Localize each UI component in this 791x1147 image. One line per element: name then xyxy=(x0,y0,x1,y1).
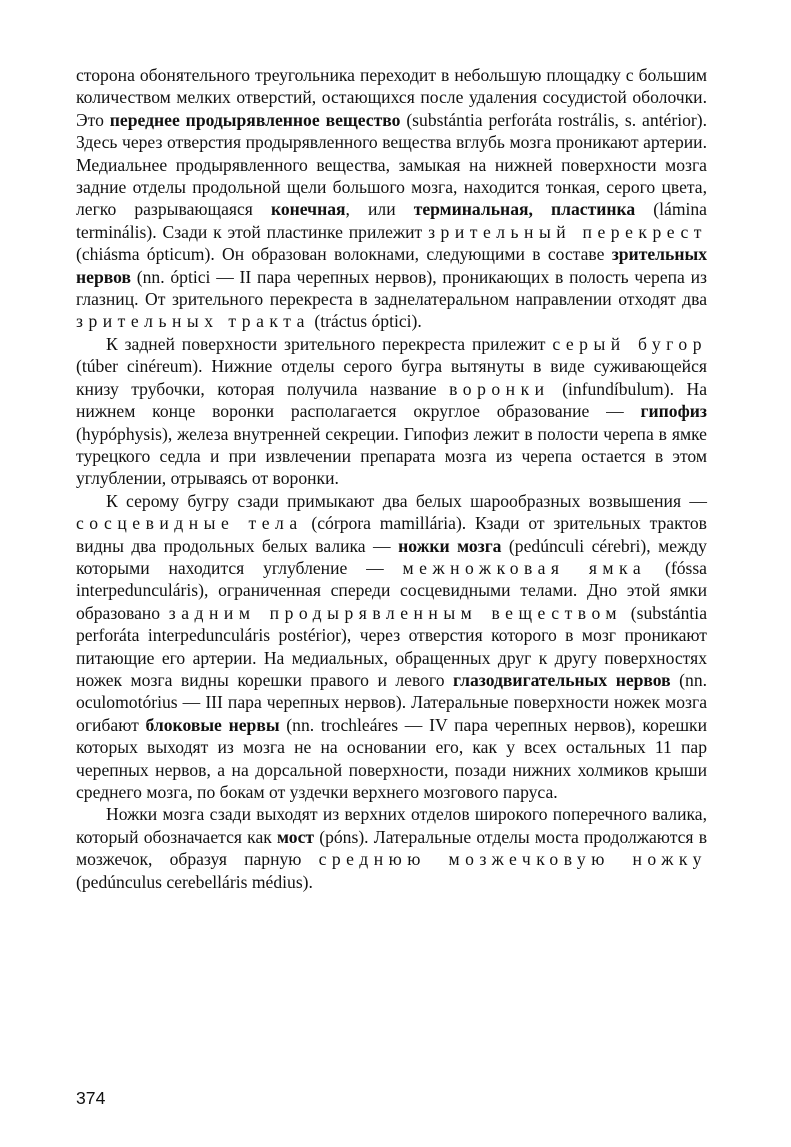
paragraph-4 xyxy=(76,803,707,893)
text-run: (nn. trochleáres — IV пара черепных нервов), корешки которых выходят из мозга не на основании его, как у всех остальных 11 пар черепных нервов, а на дорсальной поверхности, позади нижних холмиков крыши среднего мозга, по бокам от уздечки верхнего мозгового паруса. xyxy=(76,714,707,802)
text-run: Ножки мозга сзади выходят из верхних отделов широкого поперечного валика, который обозначается как xyxy=(76,804,707,847)
spaced-term: межножковая ямка xyxy=(402,557,647,578)
bold-term: переднее продырявленное вещество xyxy=(109,109,401,130)
text-run: (córpora mamillária). Кзади от зрительных трактов видны два продольных белых валика — xyxy=(76,513,707,556)
text-run: (substántia perforáta interpedunculáris postérior), через отверстия которого в мозг проникают питающие его артерии. На медиальных, обращенных друг к другу поверхностях ножек мозга видны корешки правого и левого xyxy=(76,602,708,690)
text-run: (fóssa interpedunculáris), ограниченная спереди сосцевидными телами. Дно этой ямки образовано xyxy=(76,557,707,623)
bold-term: глазодвигательных нервов xyxy=(453,669,671,690)
body-text xyxy=(76,64,707,893)
text-run: сторона обонятельного треугольника переходит в небольшую площадку с большим количеством мелких отверстий, остающихся после удаления сосудистой оболочки. Это xyxy=(76,65,707,130)
spaced-term: зрительных тракта xyxy=(76,311,310,332)
bold-term: конечная xyxy=(270,199,346,220)
text-run: (pedúnculus cerebelláris médius). xyxy=(76,871,313,892)
spaced-term: зрительный перекрест xyxy=(428,221,707,242)
text-run: К задней поверхности зрительного перекреста прилежит xyxy=(106,333,553,354)
bold-term: гипофиз xyxy=(640,401,707,422)
text-run: (infundíbulum). На нижнем конце воронки располагается округлое образование — xyxy=(76,378,708,422)
bold-term: блоковые нервы xyxy=(145,714,280,735)
paragraph-2 xyxy=(76,333,707,490)
spaced-term: воронки xyxy=(449,378,550,399)
bold-term: зрительных нервов xyxy=(76,244,707,287)
spaced-term: задним продырявленным веществом xyxy=(168,602,623,623)
bold-term: ножки мозга xyxy=(398,535,502,556)
paragraph-3 xyxy=(76,490,707,804)
text-run: (lámina terminális). Сзади к этой пластинке прилежит xyxy=(76,199,707,242)
text-run: (túber cinéreum). Нижние отделы серого бугра вытянуты в виде суживающейся книзу трубочки, которая получила название xyxy=(76,356,707,399)
page-number: 374 xyxy=(76,1088,106,1108)
text-run: (nn. óptici — II пара черепных нервов), проникающих в полость черепа из глазниц. От зрительного перекреста в заднелатеральном направлении отходят два xyxy=(76,266,707,310)
text-run: (substántia perforáta rostrális, s. antérior). Здесь через отверстия продырявленного вещества вглубь мозга проникают артерии. Медиальнее продырявленного вещества, замыкая на нижней поверхности мозга задние отделы продольной щели большого мозга, находится тонкая, серого цвета, легко разрывающаяся xyxy=(76,109,707,220)
bold-term: мост xyxy=(277,826,315,847)
text-run: (hypóphysis), железа внутренней секреции. Гипофиз лежит в полости черепа в ямке турецкого седла и при извлечении препарата мозга из черепа остается в этом углублении, отрываясь от воронки. xyxy=(76,423,707,489)
text-run: (póns). Латеральные отделы моста продолжаются в мозжечок, образуя парную xyxy=(76,826,707,870)
text-run: (tráctus óptici). xyxy=(309,311,422,332)
text-run: , или xyxy=(345,199,414,220)
text-run: (chiásma ópticum). Он образован волокнами, следующими в составе xyxy=(76,244,612,265)
spaced-term: среднюю мозжечковую ножку xyxy=(318,849,707,870)
spaced-term: серый бугор xyxy=(552,333,708,354)
text-run: (nn. oculomotórius — III пара черепных нервов). Латеральные поверхности ножек мозга огибают xyxy=(76,669,708,735)
spaced-term: сосцевидные тела xyxy=(76,513,303,534)
text-run: К серому бугру сзади примыкают два белых шарообразных возвышения — xyxy=(106,490,707,511)
paragraph-1 xyxy=(76,64,707,333)
bold-term: терминальная, пластинка xyxy=(413,199,636,220)
text-run: (pedúnculi cérebri), между которыми находится углубление — xyxy=(76,535,707,578)
